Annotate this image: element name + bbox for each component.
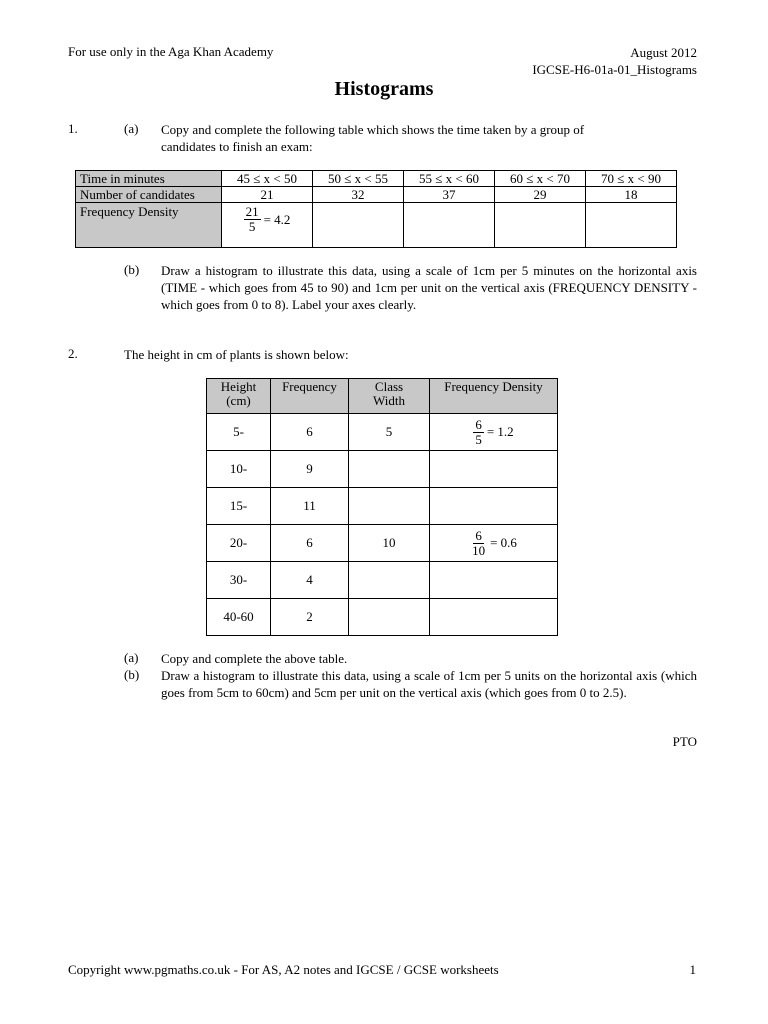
frequency-cell: 29: [495, 187, 586, 203]
q2-number: 2.: [68, 346, 78, 361]
density-cell: [313, 203, 404, 248]
density-fraction: [473, 418, 513, 447]
interval-cell: 50 ≤ x < 55: [313, 171, 404, 187]
q1-number: 1.: [68, 121, 78, 136]
page-title: Histograms: [334, 78, 434, 100]
header-class-width-line2: Width: [373, 393, 405, 408]
header-right: [532, 44, 697, 78]
q2-intro: The height in cm of plants is shown below:: [124, 347, 349, 362]
height-cell: 30-: [207, 562, 271, 599]
footer-copyright: Copyright www.pgmaths.co.uk - For AS, A2 notes and IGCSE / GCSE worksheets: [68, 962, 499, 977]
fraction-numerator: 21: [245, 204, 259, 219]
density-cell: [586, 203, 677, 248]
density-cell: [430, 525, 558, 562]
header-frequency-density: [430, 379, 558, 414]
table-row: [207, 451, 558, 488]
height-cell: 5-: [207, 414, 271, 451]
frequency-cell: 21: [222, 187, 313, 203]
fraction-numerator: 6: [475, 416, 482, 432]
height-cell: 10-: [207, 451, 271, 488]
class-width-cell: 5: [349, 414, 430, 451]
q1a-text-line2: candidates to finish an exam:: [161, 139, 313, 154]
header-class-width-line1: Class: [374, 379, 404, 394]
density-cell: [404, 203, 495, 248]
table-row: [207, 414, 558, 451]
header-height: [207, 379, 271, 414]
exam-time-table: [75, 170, 677, 248]
fraction-denominator: 5: [248, 219, 256, 234]
q2a-text: Copy and complete the above table.: [161, 651, 348, 666]
q1a-text-line1: Copy and complete the following table which shows the time taken by a group of: [161, 122, 585, 137]
header-height-line2: (cm): [226, 393, 251, 408]
table-row: [76, 187, 677, 203]
frequency-cell: 4: [271, 562, 349, 599]
fraction-denominator: 5: [475, 431, 482, 447]
q2b-label: (b): [124, 667, 140, 682]
pto-label: PTO: [672, 734, 697, 749]
q1a-label: (a): [124, 121, 139, 136]
table-row: [76, 203, 677, 248]
density-fraction: [470, 529, 517, 558]
header-frequency-density-line1: Frequency Density: [444, 379, 543, 394]
density-cell: [222, 203, 313, 248]
fraction-denominator: 10: [472, 542, 486, 558]
header-date: August 2012: [630, 45, 697, 60]
frequency-cell: 2: [271, 599, 349, 636]
row-label-time: Time in minutes: [76, 171, 222, 187]
q1b-text: Draw a histogram to illustrate this data, using a scale of 1cm per 5 minutes on the horizontal axis (TIME - which goes from 45 to 90) and 1cm per unit on the vertical axis (FREQUENCY DENSITY - which goes from 0 to 8). Label your axes clearly.: [161, 263, 697, 312]
header-code: IGCSE-H6-01a-01_Histograms: [532, 62, 697, 77]
plant-height-table: [206, 378, 558, 636]
class-width-cell: [349, 451, 430, 488]
density-cell: [430, 599, 558, 636]
frequency-cell: 9: [271, 451, 349, 488]
header-height-line1: Height: [220, 379, 257, 394]
frequency-cell: 6: [271, 414, 349, 451]
density-fraction: [244, 205, 291, 234]
header-class-width: [349, 379, 430, 414]
density-cell: [430, 488, 558, 525]
interval-cell: 70 ≤ x < 90: [586, 171, 677, 187]
class-width-cell: [349, 562, 430, 599]
frequency-cell: 6: [271, 525, 349, 562]
q2b-text: Draw a histogram to illustrate this data, using a scale of 1cm per 5 units on the horizontal axis (which goes from 5cm to 60cm) and 5cm per unit on the vertical axis (which goes from 0 to 2.5).: [161, 668, 697, 700]
interval-cell: 55 ≤ x < 60: [404, 171, 495, 187]
frequency-cell: 37: [404, 187, 495, 203]
q2a-label: (a): [124, 650, 139, 665]
fraction-result: = 1.2: [486, 424, 514, 439]
density-cell: [495, 203, 586, 248]
frequency-cell: 11: [271, 488, 349, 525]
table-row: [207, 488, 558, 525]
table-row: [207, 562, 558, 599]
fraction-numerator: 6: [475, 527, 482, 543]
class-width-cell: [349, 488, 430, 525]
class-width-cell: 10: [349, 525, 430, 562]
interval-cell: 60 ≤ x < 70: [495, 171, 586, 187]
height-cell: 15-: [207, 488, 271, 525]
row-label-candidates: Number of candidates: [76, 187, 222, 203]
table-row: [207, 525, 558, 562]
header-frequency-line1: Frequency: [282, 379, 337, 394]
header-frequency: [271, 379, 349, 414]
row-label-density: Frequency Density: [76, 203, 222, 248]
footer-page-number: 1: [689, 962, 696, 977]
height-cell: 40-60: [207, 599, 271, 636]
frequency-cell: 32: [313, 187, 404, 203]
interval-cell: 45 ≤ x < 50: [222, 171, 313, 187]
q1a-text: [161, 121, 701, 155]
height-cell: 20-: [207, 525, 271, 562]
table-row: [76, 171, 677, 187]
class-width-cell: [349, 599, 430, 636]
header-left: For use only in the Aga Khan Academy: [68, 44, 274, 59]
table-header-row: [207, 379, 558, 414]
density-cell: [430, 451, 558, 488]
fraction-result: = 0.6: [490, 535, 517, 550]
density-cell: [430, 414, 558, 451]
fraction-result: = 4.2: [263, 211, 291, 227]
table-row: [207, 599, 558, 636]
q1b-label: (b): [124, 262, 140, 277]
density-cell: [430, 562, 558, 599]
frequency-cell: 18: [586, 187, 677, 203]
